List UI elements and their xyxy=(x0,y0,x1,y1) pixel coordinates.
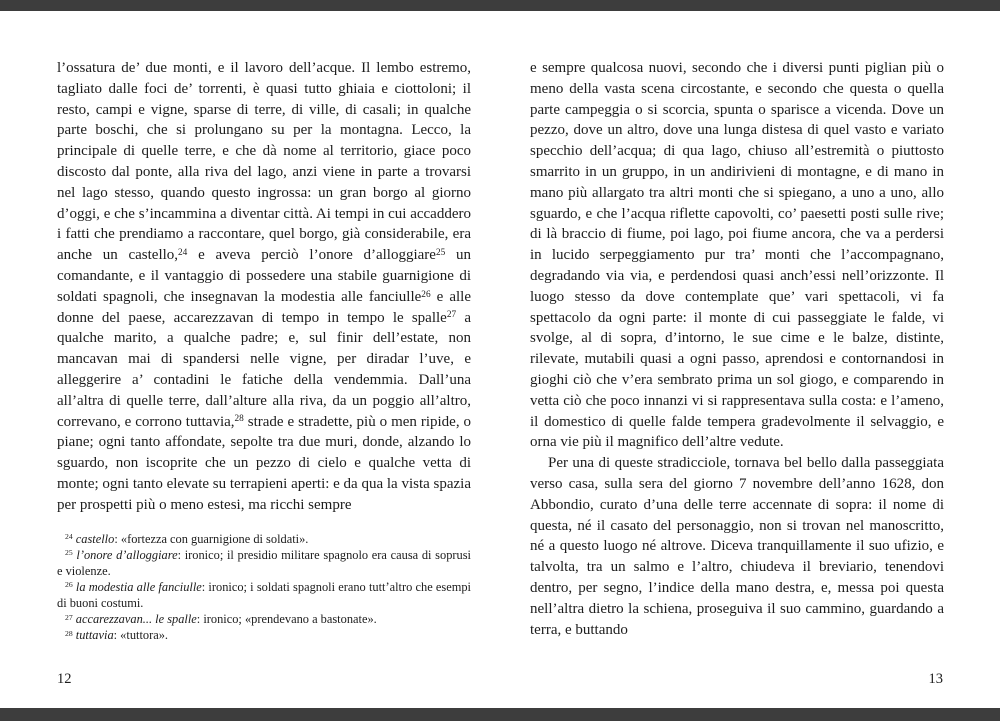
page-number-right: 13 xyxy=(928,671,943,687)
body-paragraph: e sempre qualcosa nuovi, secondo che i diversi punti piglian più o meno della vasta scena circostante, e secondo che questa o quella parte campeggia o si scorcia, spunta o sparisce a vicenda. Dove un pezzo, dove un altro, dove una lunga distesa di quel vasto e variato specchio dell’acqua; di qua lago, chiuso all’estremità o piuttosto smarrito in un gruppo, in un andirivieni di montagne, e di mano in mano più allargato tra altri monti che si spiegano, a uno a uno, allo sguardo, e che l’acqua riflette capovolti, co’ paesetti posti sulle rive; di là braccio di fiume, poi lago, poi fiume ancora, che va a perdersi in lucido serpeggiamento pur tra’ monti che l’accompagnano, degradando via via, e perdendosi quasi anch’essi nell’orizzonte. Il luogo stesso da dove contemplate que’ vari spettacoli, vi fa spettacolo da ogni parte: il monte di cui passeggiate le falde, vi svolge, al di sopra, d’intorno, le sue cime e le balze, distinte, rilevate, mutabili quasi a ogni passo, aprendosi e contornandosi in gioghi ciò che v’era sembrato prima un sol giogo, e comparendo in vetta ciò che poco innanzi vi si rappresentava sulla costa: e l’ameno, il domestico di quelle falde tempera gradevolmente il selvaggio, e orna vie più il magnifico dell’altre vedute. xyxy=(530,60,944,451)
footnote: $^{26}$ la modestia alle fanciulle: ironico; i soldati spagnoli erano tutt’altro che esempi di buoni costumi. xyxy=(57,579,471,610)
verso-page xyxy=(0,11,500,708)
page-number-left: 12 xyxy=(57,671,72,687)
verso-text-column xyxy=(57,58,471,643)
recto-text-column xyxy=(530,58,944,640)
body-paragraph: Per una di queste stradicciole, tornava bel bello dalla passeggiata verso casa, sulla sera del giorno 7 novembre dell’anno 1628, don Abbondio, curato d’una delle terre accennate di sopra: il nome di questa, né il casato del personaggio, non si trovan nel manoscritto, né a questo luogo né altrove. Diceva tranquillamente il suo ufizio, e talvolta, tra un salmo e l’altro, chiudeva il breviario, tenendovi dentro, per segno, l’indice della mano destra, e, messa poi questa nell’altra dietro la schiena, proseguiva il suo cammino, guardando a terra, e buttando xyxy=(530,455,944,638)
footnote: $^{24}$ castello: «fortezza con guarnigione di soldati». xyxy=(65,531,309,546)
footnote: $^{28}$ tuttavia: «tuttora». xyxy=(65,628,169,643)
body-paragraph: l’ossatura de’ due monti, e il lavoro dell’acque. Il lembo estremo, tagliato dalle foci de’ torrenti, è quasi tutto ghiaia e ciottoloni; il resto, campi e vigne, sparse di terre, di ville, di casali; in qualche parte boschi, che si prolungano su per la montagna. Lecco, la principale di quelle terre, e che dà nome al territorio, giace poco discosto dal ponte, alla riva del lago, anzi viene in parte a trovarsi nel lago stesso, quando questo ingrossa: un gran borgo al giorno d’oggi, e che s’incammina a diventar città. Ai tempi in cui accaddero i fatti che prendiamo a raccontare, quel borgo, già considerabile, era anche un castello,$^{24}$ e aveva perciò l’onore d’alloggiare$^{25}$ un comandante, e il vantaggio di possedere una stabile guarnigione di soldati spagnoli, che insegnavan la modestia alle fanciulle$^{26}$ e alle donne del paese, accarezzavan di tempo in tempo le spalle$^{27}$ a qualche marito, a qualche padre; e, sul finir dell’estate, non mancavan mai di spandersi nelle vigne, per diradar l’uve, e alleggerire a’ contadini le fatiche della vendemmia. Dall’una all’altra di quelle terre, dall’alture alla riva, da un poggio all’altro, correvano, e corrono tuttavia,$^{28}$ strade e stradette, più o men ripide, o piane; ogni tanto affondate, sepolte tra due muri, donde, alzando lo sguardo, non iscoprite che un pezzo di cielo e qualche vetta di monte; ogni tanto elevate su terrapieni aperti: e da qua la vista spazia per prospetti più o meno estesi, ma ricchi sempre xyxy=(57,60,472,513)
bottom-letterbox xyxy=(0,708,1000,721)
footnote: $^{25}$ l’onore d’alloggiare: ironico; il presidio militare spagnolo era causa di soprusi e violenze. xyxy=(57,547,471,578)
footnote: $^{27}$ accarezzavan... le spalle: ironico; «prendevano a bastonate». xyxy=(65,612,377,626)
top-letterbox xyxy=(0,0,1000,11)
open-book-spread xyxy=(0,11,1000,708)
recto-page xyxy=(500,11,1000,708)
footnotes-block xyxy=(57,531,471,644)
